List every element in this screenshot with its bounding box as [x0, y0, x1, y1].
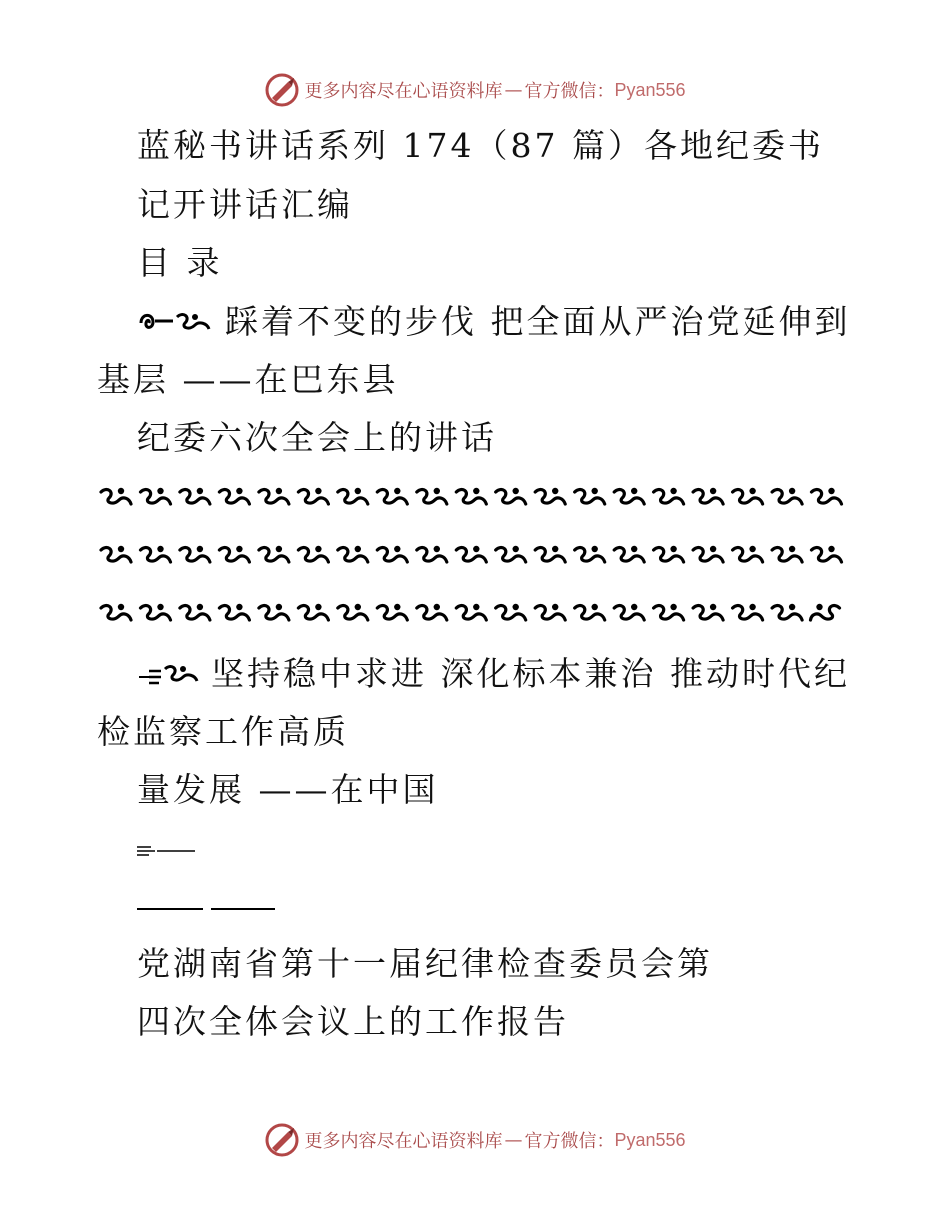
ornament-glyph-icon [772, 604, 802, 620]
ornament-glyph-icon [535, 546, 565, 562]
banner-title: 更多内容尽在心语资料库 [304, 1131, 503, 1152]
ornament-glyph-icon [812, 546, 842, 562]
ornament-row-1 [97, 480, 847, 514]
banner-wechat-label: 官方微信： [524, 81, 615, 102]
ornament-glyph-icon [180, 546, 210, 562]
toc-entry-1-line-3: 纪委六次全会上的讲话 [137, 418, 497, 457]
ornament-glyph-icon [811, 604, 840, 620]
ornament-glyph-icon [614, 604, 644, 620]
ornament-glyph-icon [219, 488, 249, 504]
ornament-glyph-icon [259, 488, 289, 504]
toc-entry-2-line-1 [137, 654, 850, 696]
toc-entry-2-line-4: 党湖南省第十一届纪律检查委员会第 [137, 944, 713, 983]
ornament-glyph-icon [575, 546, 605, 562]
ornament-glyph-icon [298, 546, 328, 562]
ornamental-numeral-one-icon [137, 304, 215, 344]
ornament-glyph-icon [456, 488, 486, 504]
ornament-glyph-icon [377, 546, 407, 562]
banner-wechat-label: 官方微信： [524, 1131, 615, 1152]
toc-entry-2-line-2: 检监察工作高质 [97, 712, 349, 751]
ornament-glyph-icon [338, 604, 368, 620]
toc-entry-2-text-line-1: 坚持稳中求进 深化标本兼治 推动时代纪 [211, 654, 850, 693]
document-title-line-2: 记开讲话汇编 [137, 185, 353, 224]
banner-separator: — [504, 1129, 523, 1151]
ornament-glyph-icon [219, 604, 249, 620]
ornament-glyph-icon [141, 604, 171, 620]
pen-logo-icon [264, 1122, 300, 1158]
ornament-glyph-icon [575, 604, 605, 620]
ornament-glyph-icon [496, 604, 526, 620]
ornament-glyph-icon [456, 604, 486, 620]
ornament-glyph-icon [219, 546, 249, 562]
ornament-glyph-icon [259, 546, 289, 562]
ornament-glyph-icon [693, 488, 723, 504]
ornament-glyph-icon [575, 488, 605, 504]
toc-entry-2-line-3: 量发展 ——在中国 [137, 770, 439, 809]
footer-banner [0, 1120, 950, 1160]
banner-wechat-id: Pyan556 [614, 79, 686, 100]
ornament-glyph-icon [417, 546, 447, 562]
ornament-glyph-icon [298, 604, 328, 620]
ornament-glyph-icon [141, 546, 171, 562]
ornament-glyph-icon [812, 488, 842, 504]
ornament-glyph-icon [733, 546, 763, 562]
banner-title: 更多内容尽在心语资料库 [304, 81, 503, 102]
ornament-glyph-icon [496, 488, 526, 504]
ornament-glyph-icon [733, 488, 763, 504]
ornament-glyph-icon [180, 604, 210, 620]
ornament-glyph-icon [101, 488, 131, 504]
ornament-glyph-icon [614, 546, 644, 562]
ornament-glyph-icon [693, 604, 723, 620]
ornament-glyph-icon [654, 546, 684, 562]
toc-entry-2-line-5: 四次全体会议上的工作报告 [137, 1002, 569, 1041]
ornament-glyph-icon [101, 546, 131, 562]
ornament-glyph-icon [535, 604, 565, 620]
toc-entry-1-line-2: 基层 ——在巴东县 [97, 360, 399, 399]
ornament-glyph-icon [259, 604, 289, 620]
ornament-glyph-icon [496, 546, 526, 562]
ornament-glyph-icon [733, 604, 763, 620]
ornament-glyph-icon [654, 488, 684, 504]
ornament-glyph-icon [693, 546, 723, 562]
ornament-glyph-icon [614, 488, 644, 504]
ornament-glyph-icon [772, 546, 802, 562]
ornament-glyph-icon [141, 488, 171, 504]
ornament-glyph-icon [417, 604, 447, 620]
ornament-glyph-icon [377, 488, 407, 504]
ornament-glyph-icon [456, 546, 486, 562]
ornament-glyph-icon [180, 488, 210, 504]
header-banner [0, 70, 950, 110]
document-title-line-1: 蓝秘书讲话系列 174（87 篇）各地纪委书 [137, 126, 824, 165]
ornament-glyph-icon [298, 488, 328, 504]
toc-entry-1-text-line-1: 踩着不变的步伐 把全面从严治党延伸到 [225, 302, 851, 341]
ornament-glyph-icon [338, 546, 368, 562]
ornament-glyph-icon [338, 488, 368, 504]
pen-logo-icon [264, 72, 300, 108]
toc-entry-1-line-1 [137, 302, 851, 344]
ornamental-numeral-two-icon [137, 656, 201, 696]
ornament-row-2 [97, 538, 847, 572]
ornament-glyph-icon [417, 488, 447, 504]
ornament-glyph-icon [772, 488, 802, 504]
banner-wechat-id: Pyan556 [614, 1129, 686, 1150]
toc-heading: 目 录 [137, 243, 223, 282]
ornament-glyph-icon [377, 604, 407, 620]
banner-separator: — [504, 79, 523, 101]
ornamental-dash-small [137, 842, 197, 856]
ornamental-dash-long [137, 900, 277, 914]
ornament-row-3 [97, 596, 847, 630]
ornament-glyph-icon [535, 488, 565, 504]
ornament-glyph-icon [101, 604, 131, 620]
ornament-glyph-icon [654, 604, 684, 620]
